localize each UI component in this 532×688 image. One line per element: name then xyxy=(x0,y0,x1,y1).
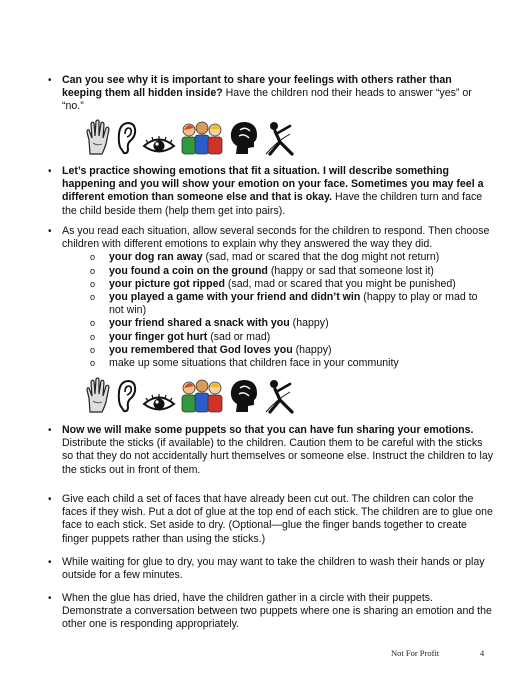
situation-list xyxy=(62,251,494,370)
item-text: As you read each situation, allow several seconds for the children to respond. Then choose children with different emotions to explain why they answered the way they did. xyxy=(62,225,490,251)
head-silhouette-icon xyxy=(228,120,260,156)
situation-item: o your dog ran away (sad, mad or scared that the dog might not return) xyxy=(90,251,440,264)
bullet: • xyxy=(48,75,52,86)
item-text: When the glue has dried, have the children gather in a circle with their puppets. Demonstrate a conversation between two puppets where one is sharing an emotion and the other one is responding appropriately. xyxy=(62,592,492,631)
hand-icon xyxy=(84,118,112,156)
situation-text: (happy or sad that someone lost it) xyxy=(267,264,434,277)
bullet-item xyxy=(48,592,494,632)
item-text: Distribute the sticks (if available) to the children. Caution them to be careful with the sticks so that they do not accidentally hurt themselves or someone else. Instruct the children to lay the sticks out in front of them. xyxy=(62,437,494,476)
situation-text: (sad, mad or scared that the dog might not return) xyxy=(202,251,440,264)
bullet-item xyxy=(48,74,494,114)
page-number: 4 xyxy=(480,648,485,658)
situation-item: o your picture got ripped (sad, mad or scared that you might be punished) xyxy=(90,277,456,290)
situation-bold: your finger got hurt xyxy=(109,330,208,343)
item-bold-text: Now we will make some puppets so that you can have fun sharing your emotions. xyxy=(62,424,474,436)
bullet: • xyxy=(48,494,52,505)
head-silhouette-icon xyxy=(228,378,260,414)
bullet-item xyxy=(48,556,494,582)
bullet-item xyxy=(48,225,494,370)
bullet: • xyxy=(48,166,52,177)
situation-text: (happy to play or mad to not win) xyxy=(109,291,478,317)
situation-item: o your friend shared a snack with you (happy) xyxy=(90,317,329,330)
item-text: Give each child a set of faces that have already been cut out. The children can color the faces if they wish. Put a dot of glue at the top end of each stick. The children are to glue one face to each stick. Set aside to dry. (Optional—glue the finger bands together to create finger puppets rather than using the sticks.) xyxy=(62,493,493,545)
eye-icon xyxy=(142,134,176,156)
bullet: • xyxy=(48,557,52,568)
situation-text: (happy) xyxy=(289,317,329,330)
bullet-item xyxy=(48,424,494,477)
bullet: • xyxy=(48,593,52,604)
situation-text: (sad, mad or scared that you might be punished) xyxy=(224,277,456,290)
situation-bold: your dog ran away xyxy=(109,251,203,264)
situation-bold: your friend shared a snack with you xyxy=(109,317,290,330)
situation-bold: you played a game with your friend and didn’t win xyxy=(109,291,361,304)
item-bold-text: Let’s practice showing emotions that fit a situation. I will describe something happening and you will show your emotion on your face. Sometimes you may feel a different emotion than someone else and that is okay. xyxy=(62,165,484,204)
situation-bold: you found a coin on the ground xyxy=(109,264,268,277)
hand-icon xyxy=(84,376,112,414)
item-text: While waiting for glue to dry, you may want to take the children to wash their hands or play outside for a few minutes. xyxy=(62,556,485,582)
situation-item: o you played a game with your friend and didn’t win (happy to play or mad to not win) xyxy=(90,291,478,317)
item-text: Have the children nod their heads to answer “yes” or “no.” xyxy=(62,87,472,113)
icon-row xyxy=(84,116,298,156)
situation-bold: your picture got ripped xyxy=(109,277,225,290)
situation-item: o your finger got hurt (sad or mad) xyxy=(90,330,271,343)
eye-icon xyxy=(142,392,176,414)
footer-label: Not For Profit xyxy=(391,648,440,658)
bullet-item xyxy=(48,493,494,546)
people-icon xyxy=(180,378,224,414)
item-text: Have the children turn and face the child beside them (help them get into pairs). xyxy=(62,191,483,217)
bullet-item xyxy=(48,165,494,218)
bullet: • xyxy=(48,226,52,237)
stretching-figure-icon xyxy=(264,120,298,156)
people-icon xyxy=(180,120,224,156)
item-bold-text: Can you see why it is important to share your feelings with others rather than keeping them all hidden inside? xyxy=(62,74,452,100)
situation-text: (sad or mad) xyxy=(207,330,271,343)
situation-item: o make up some situations that children face in your community xyxy=(90,357,399,370)
situation-item: o you found a coin on the ground (happy or sad that someone lost it) xyxy=(90,264,434,277)
stretching-figure-icon xyxy=(264,378,298,414)
icon-row xyxy=(84,374,298,414)
bullet: • xyxy=(48,425,52,436)
ear-icon xyxy=(116,378,138,414)
situation-text: (happy) xyxy=(292,343,332,356)
situation-item: o you remembered that God loves you (happy) xyxy=(90,343,332,356)
ear-icon xyxy=(116,120,138,156)
situation-bold: you remembered that God loves you xyxy=(109,343,293,356)
situation-text: make up some situations that children face in your community xyxy=(109,357,399,370)
